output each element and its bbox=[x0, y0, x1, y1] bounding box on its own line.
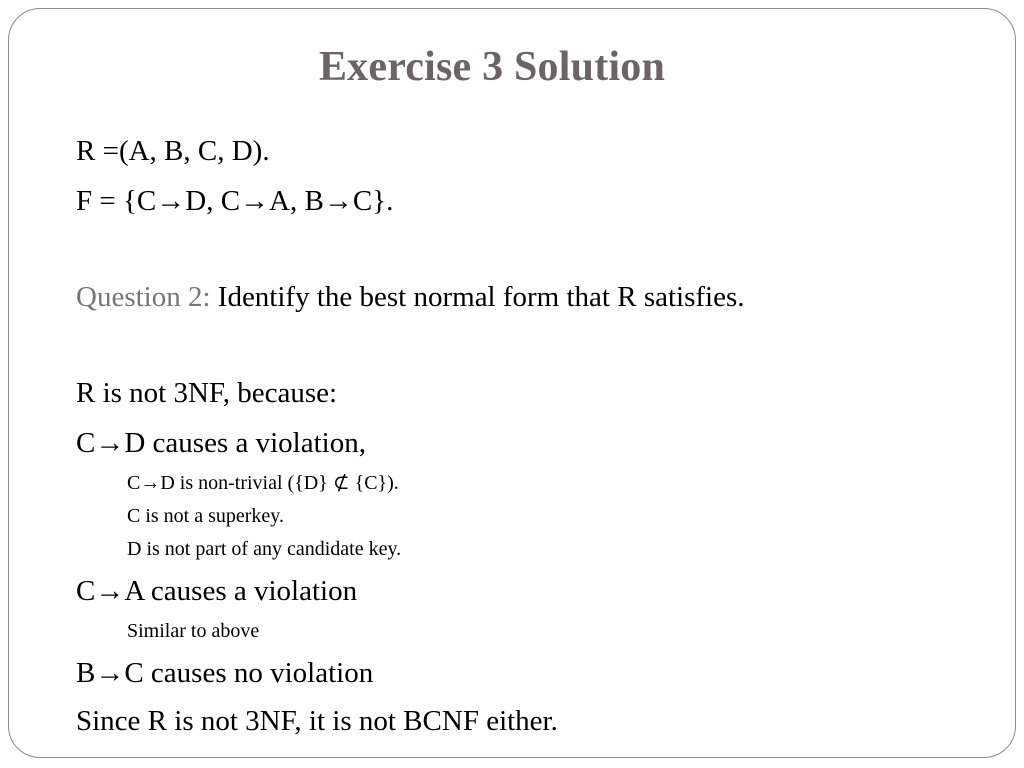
cd-reason: C→D is non-trivial ({D} ⊄ {C}). bbox=[127, 472, 399, 494]
cd-violation: C→D causes a violation, bbox=[76, 427, 366, 459]
bc-no-violation: B→C causes no violation bbox=[76, 657, 374, 689]
cd-reason: C is not a superkey. bbox=[127, 505, 285, 527]
functional-dependencies: F = {C→D, C→A, B→C}. bbox=[76, 185, 394, 217]
not-3nf-statement: R is not 3NF, because: bbox=[76, 377, 338, 409]
cd-reason: D is not part of any candidate key. bbox=[127, 538, 402, 560]
question-text: Identify the best normal form that R satisfies. bbox=[210, 281, 745, 313]
slide bbox=[8, 8, 1016, 758]
relation-schema: R =(A, B, C, D). bbox=[76, 135, 270, 167]
ca-violation: C→A causes a violation bbox=[76, 575, 358, 607]
slide-title: Exercise 3 Solution bbox=[318, 44, 666, 90]
ca-reason: Similar to above bbox=[127, 620, 260, 642]
conclusion: Since R is not 3NF, it is not BCNF either. bbox=[76, 705, 558, 737]
question-label: Question 2: bbox=[76, 281, 211, 313]
question bbox=[76, 283, 745, 312]
